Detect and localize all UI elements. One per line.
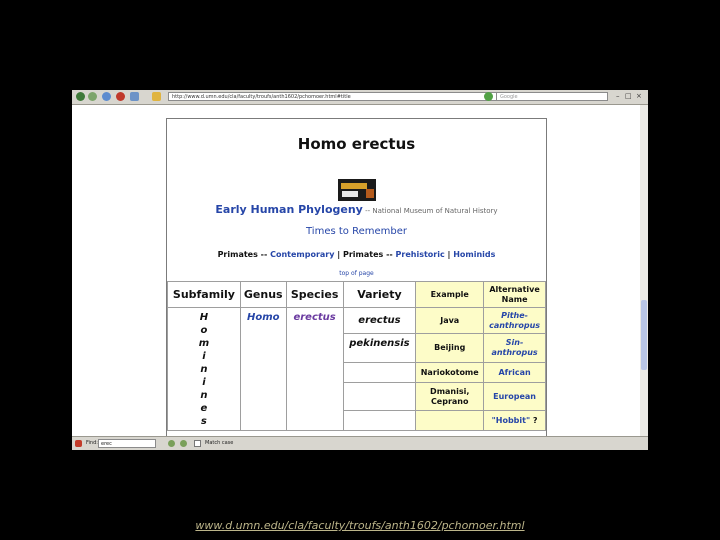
subfamily-letter: i: [202, 351, 206, 362]
header-alt-line: Alternative: [489, 284, 540, 294]
subfamily-letter: m: [198, 338, 210, 349]
find-input[interactable]: erec: [98, 439, 156, 448]
alt-pithecanthropus-link[interactable]: [484, 308, 546, 334]
alt-name-line: anthropus: [491, 348, 538, 357]
search-box[interactable]: Google: [496, 92, 608, 101]
match-case-label: Match case: [205, 440, 234, 446]
example-empty: [416, 411, 484, 431]
site-icon: [152, 92, 161, 101]
example-nariokotome: Nariokotome: [416, 363, 484, 383]
page-viewport: [72, 105, 648, 436]
page-title: Homo erectus: [297, 135, 416, 153]
genus-homo-link[interactable]: Homo: [240, 308, 286, 431]
web-page: [166, 118, 547, 443]
find-bar: [72, 436, 648, 450]
header-genus: Genus: [240, 282, 286, 308]
header-variety: Variety: [343, 282, 416, 308]
example-dmanisi-ceprano: [416, 383, 484, 411]
vertical-scrollbar[interactable]: [640, 105, 648, 436]
subfamily-letter: H: [199, 312, 209, 323]
match-case-checkbox[interactable]: [194, 440, 201, 447]
find-label: Find:: [86, 440, 98, 446]
header-alternative-name: [484, 282, 546, 308]
alt-hobbit: [484, 411, 546, 431]
maximize-icon[interactable]: □: [625, 92, 632, 100]
alt-name-line: Sin-: [505, 338, 524, 347]
variety-empty: [343, 411, 416, 431]
find-previous-icon[interactable]: [180, 440, 187, 447]
nav-prefix: Primates --: [342, 250, 393, 259]
close-icon[interactable]: ×: [636, 92, 642, 100]
example-beijing: Beijing: [416, 334, 484, 363]
primate-nav: [167, 250, 546, 259]
example-line: Dmanisi,: [430, 386, 470, 396]
subfamily-letter: i: [202, 377, 206, 388]
close-find-icon[interactable]: [75, 440, 82, 447]
times-to-remember-link[interactable]: Times to Remember: [306, 226, 407, 237]
variety-empty: [343, 383, 416, 411]
example-java: Java: [416, 308, 484, 334]
subfamily-hominines: [168, 308, 241, 431]
scrollbar-thumb[interactable]: [641, 300, 647, 370]
source-url-caption[interactable]: www.d.umn.edu/cla/faculty/troufs/anth1602/pchomoer.html: [195, 519, 525, 532]
alt-european-link[interactable]: European: [484, 383, 546, 411]
nav-contemporary-link[interactable]: Contemporary: [270, 250, 335, 259]
subfamily-letter: n: [200, 364, 208, 375]
header-subfamily: Subfamily: [168, 282, 241, 308]
taxonomy-table: [167, 281, 546, 431]
early-human-phylogeny-link[interactable]: Early Human Phylogeny: [215, 203, 363, 216]
nav-prehistoric-link[interactable]: Prehistoric: [395, 250, 445, 259]
variety-erectus: erectus: [343, 308, 416, 334]
alt-african-link[interactable]: African: [484, 363, 546, 383]
species-erectus-link[interactable]: erectus: [286, 308, 343, 431]
subfamily-letter: o: [200, 325, 208, 336]
back-icon[interactable]: [76, 92, 85, 101]
header-example: Example: [416, 282, 484, 308]
alt-hobbit-suffix: ?: [530, 416, 538, 425]
subfamily-letter: n: [200, 390, 208, 401]
nav-separator: |: [337, 250, 341, 259]
alt-hobbit-link[interactable]: "Hobbit": [491, 416, 531, 425]
find-next-icon[interactable]: [168, 440, 175, 447]
variety-empty: [343, 363, 416, 383]
header-species: Species: [286, 282, 343, 308]
browser-toolbar: [72, 90, 648, 105]
alt-sinanthropus-link[interactable]: [484, 334, 546, 363]
subfamily-letter: e: [200, 403, 208, 414]
minimize-icon[interactable]: –: [616, 92, 620, 100]
phylogeny-thumbnail[interactable]: [338, 179, 376, 201]
url-bar[interactable]: http://www.d.umn.edu/cla/faculty/troufs/anth1602/pchomoer.html#title: [168, 92, 504, 101]
example-line: Ceprano: [430, 396, 469, 406]
home-icon[interactable]: [130, 92, 139, 101]
nav-prefix: Primates --: [217, 250, 268, 259]
header-alt-line: Name: [501, 294, 528, 304]
early-human-source: -- National Museum of Natural History: [365, 207, 498, 215]
early-human-line: [167, 203, 546, 216]
alt-name-line: canthropus: [489, 320, 541, 330]
reload-icon[interactable]: [102, 92, 111, 101]
go-icon[interactable]: [484, 92, 493, 101]
top-of-page-link[interactable]: top of page: [339, 270, 374, 277]
browser-screenshot: [72, 90, 648, 450]
forward-icon[interactable]: [88, 92, 97, 101]
nav-separator: |: [447, 250, 451, 259]
stop-icon[interactable]: [116, 92, 125, 101]
variety-pekinensis: pekinensis: [343, 334, 416, 363]
nav-hominids-link[interactable]: Hominids: [453, 250, 496, 259]
subfamily-letter: s: [200, 416, 207, 427]
alt-name-line: Pithe-: [501, 310, 528, 320]
